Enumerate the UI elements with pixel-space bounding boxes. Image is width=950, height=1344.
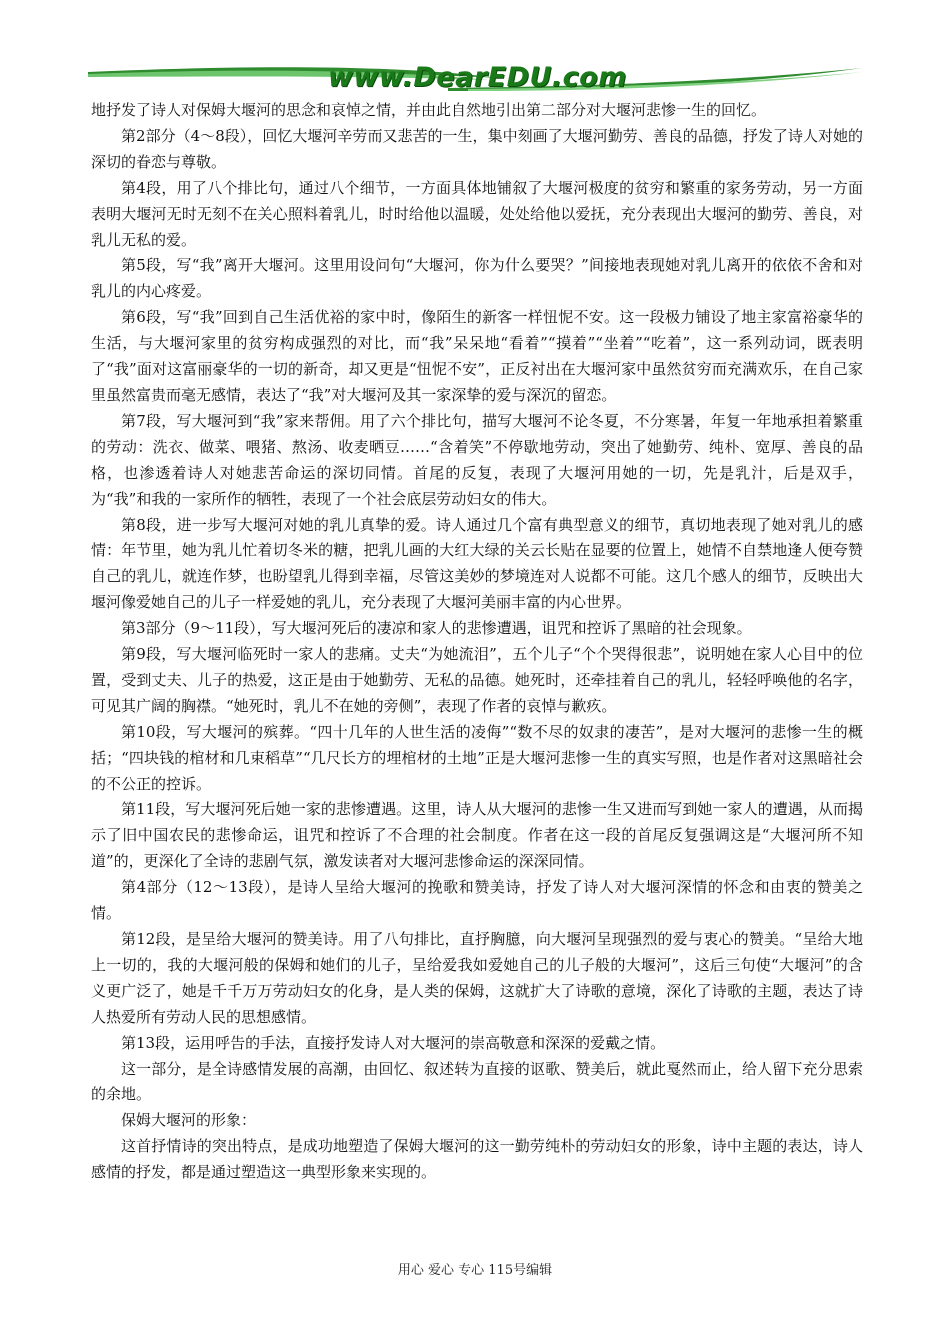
paragraph: 第6段，写“我”回到自己生活优裕的家中时，像陌生的新客一样忸怩不安。这一段极力铺设了地主家富裕豪华的生活，与大堰河家里的贫穷构成强烈的对比，而“我”呆呆地“看着”“摸着”“坐着”“吃着”，这一系列动词，既表明了“我”面对这富丽豪华的一切的新奇，却又更是“忸怩不安”，正反衬出在大堰河家中虽然贫穷而充满欢乐，在自己家里虽然富贵而毫无感情，表达了“我”对大堰河及其一家深挚的爱与深沉的留恋。 bbox=[91, 308, 863, 404]
site-logo-text: www.DearEDU.com bbox=[328, 62, 627, 93]
page-footer: 用心 爱心 专心 115号编辑 bbox=[397, 1263, 553, 1278]
paragraph: 第2部分（4～8段），回忆大堰河辛劳而又悲苦的一生，集中刻画了大堰河勤劳、善良的品德，抒发了诗人对她的深切的眷恋与尊敬。 bbox=[91, 126, 863, 171]
paragraph: 第5段，写“我”离开大堰河。这里用设问句“大堰河，你为什么要哭？”间接地表现她对乳儿离开的依依不舍和对乳儿的内心疼爱。 bbox=[91, 256, 863, 301]
paragraph: 第12段，是呈给大堰河的赞美诗。用了八句排比，直抒胸臆，向大堰河呈现强烈的爱与衷心的赞美。“呈给大地上一切的，我的大堰河般的保姆和她们的儿子，呈给爱我如爱她自己的儿子般的大堰河”，这后三句使“大堰河”的含义更广泛了，她是千千万万劳动妇女的化身，是人类的保姆，这就扩大了诗歌的意境，深化了诗歌的主题，表达了诗人热爱所有劳动人民的思想感情。 bbox=[91, 930, 863, 1026]
paragraph: 这首抒情诗的突出特点，是成功地塑造了保姆大堰河的这一勤劳纯朴的劳动妇女的形象，诗中主题的表达，诗人感情的抒发，都是通过塑造这一典型形象来实现的。 bbox=[91, 1137, 863, 1182]
document-body bbox=[91, 98, 863, 1186]
paragraph: 第4部分（12～13段），是诗人呈给大堰河的挽歌和赞美诗，抒发了诗人对大堰河深情的怀念和由衷的赞美之情。 bbox=[91, 878, 863, 923]
paragraph: 第7段，写大堰河到“我”家来帮佣。用了六个排比句，描写大堰河不论冬夏，不分寒暑，年复一年地承担着繁重的劳动：洗衣、做菜、喂猪、熬汤、收麦晒豆……“含着笑”不停歇地劳动，突出了她勤劳、纯朴、宽厚、善良的品格，也渗透着诗人对她悲苦命运的深切同情。首尾的反复，表现了大堰河用她的一切，先是乳汁，后是双手，为“我”和我的一家所作的牺牲，表现了一个社会底层劳动妇女的伟大。 bbox=[91, 411, 863, 508]
paragraph: 地抒发了诗人对保姆大堰河的思念和哀悼之情，并由此自然地引出第二部分对大堰河悲惨一生的回忆。 bbox=[91, 101, 767, 119]
paragraph: 第9段，写大堰河临死时一家人的悲痛。丈夫“为她流泪”，五个儿子“个个哭得很悲”，说明她在家人心目中的位置，受到丈夫、儿子的热爱，这正是由于她勤劳、无私的品德。她死时，还牵挂着自己的乳儿，轻轻呼唤他的名字，可见其广阔的胸襟。“她死时，乳儿不在她的旁侧”，表现了作者的哀悼与歉疚。 bbox=[91, 645, 863, 715]
paragraph: 第4段，用了八个排比句，通过八个细节，一方面具体地铺叙了大堰河极度的贫穷和繁重的家务劳动，另一方面表明大堰河无时无刻不在关心照料着乳儿，时时给他以温暖，处处给他以爱抚，充分表现出大堰河的勤劳、善良，对乳儿无私的爱。 bbox=[91, 178, 863, 249]
paragraph: 第10段，写大堰河的殡葬。“四十几年的人世生活的凌侮”“数不尽的奴隶的凄苦”，是对大堰河的悲惨一生的概括；“四块钱的棺材和几束稻草”“几尺长方的埋棺材的土地”正是大堰河悲惨一生的真实写照，也是作者对这黑暗社会的不公正的控诉。 bbox=[91, 722, 863, 793]
paragraph: 这一部分，是全诗感情发展的高潮，由回忆、叙述转为直接的讴歌、赞美后，就此戛然而止，给人留下充分思索的余地。 bbox=[91, 1059, 863, 1104]
paragraph: 第3部分（9～11段），写大堰河死后的凄凉和家人的悲惨遭遇，诅咒和控诉了黑暗的社会现象。 bbox=[121, 619, 752, 638]
paragraph: 保姆大堰河的形象： bbox=[121, 1111, 257, 1130]
paragraph: 第8段，进一步写大堰河对她的乳儿真挚的爱。诗人通过几个富有典型意义的细节，真切地表现了她对乳儿的感情：年节里，她为乳儿忙着切冬米的糖，把乳儿画的大红大绿的关云长贴在显要的位置上，她情不自禁地逢人便夸赞自己的乳儿，就连作梦，也盼望乳儿得到幸福，尽管这美妙的梦境连对人说都不可能。这几个感人的细节，反映出大堰河像爱她自己的儿子一样爱她的乳儿，充分表现了大堰河美丽丰富的内心世界。 bbox=[91, 515, 863, 612]
paragraph: 第13段，运用呼告的手法，直接抒发诗人对大堰河的崇高敬意和深深的爱戴之情。 bbox=[121, 1033, 666, 1052]
paragraph: 第11段，写大堰河死后她一家的悲惨遭遇。这里，诗人从大堰河的悲惨一生又进而写到她一家人的遭遇，从而揭示了旧中国农民的悲惨命运，诅咒和控诉了不合理的社会制度。作者在这一段的首尾反复强调这是“大堰河所不知道”的，更深化了全诗的悲剧气氛，激发读者对大堰河悲惨命运的深深同情。 bbox=[91, 800, 863, 871]
